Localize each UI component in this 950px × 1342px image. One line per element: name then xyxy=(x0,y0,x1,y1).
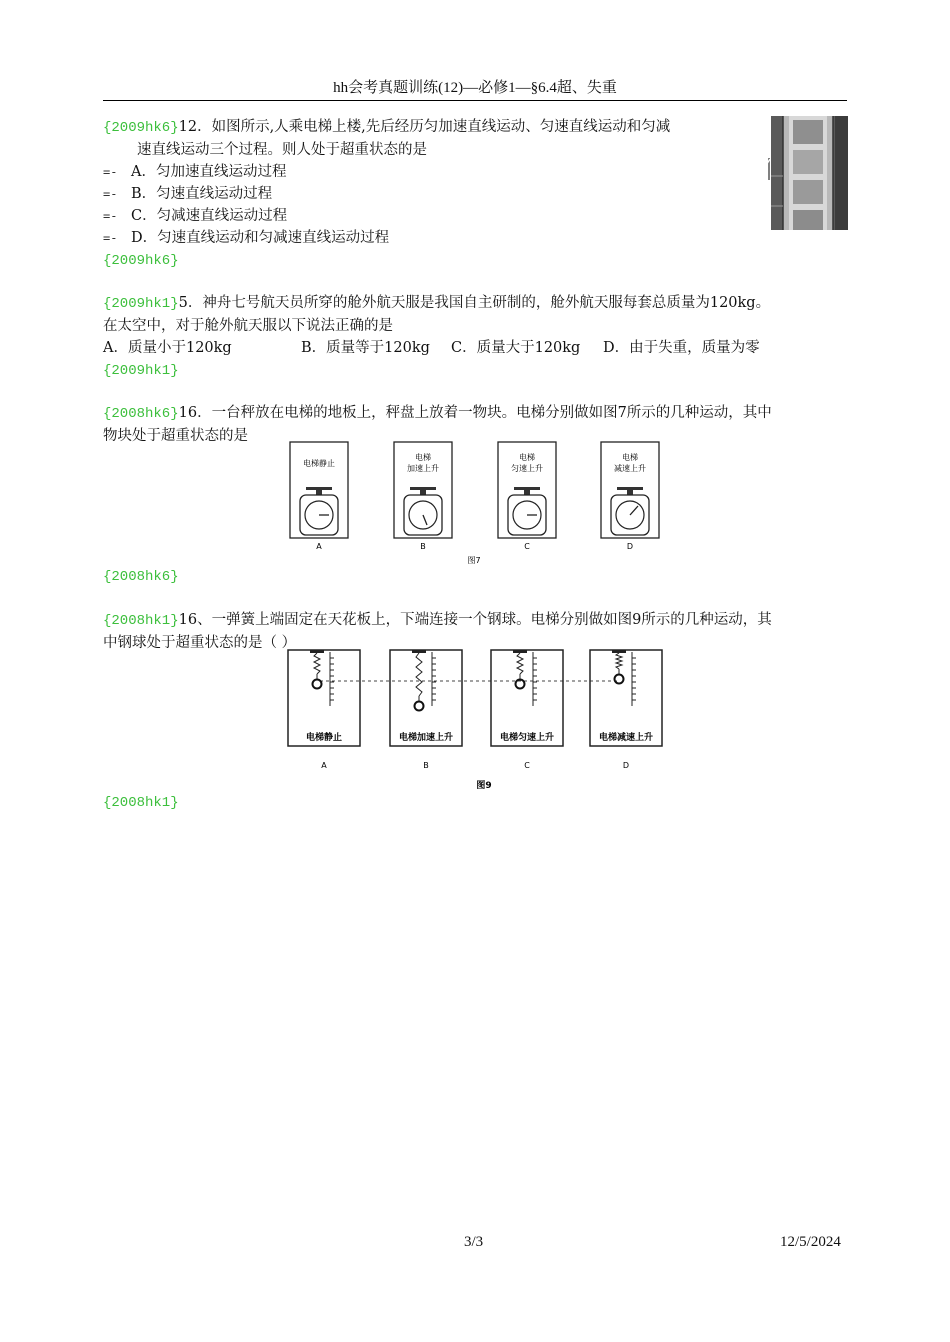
page-title: hh会考真题训练(12)—必修1—§6.4超、失重 xyxy=(333,80,617,96)
question-tag-close: {2008hk6} xyxy=(103,569,179,585)
question-stem: 12．如图所示,人乘电梯上楼,先后经历匀加速直线运动、匀速直线运动和匀减 xyxy=(178,119,671,135)
option-a[interactable]: A．质量小于120kg xyxy=(103,340,232,356)
panel-label: A xyxy=(321,761,327,770)
question-2 xyxy=(103,292,847,382)
panel-text: 电梯减速上升 xyxy=(598,733,654,743)
question-3-close xyxy=(103,565,847,588)
figure-9-panel-c xyxy=(491,650,563,770)
question-4-close xyxy=(103,791,847,814)
panel-text: 电梯 xyxy=(519,453,535,462)
figure-caption: 图7 xyxy=(467,556,481,565)
page-header xyxy=(103,76,847,101)
option-mark: =- xyxy=(103,231,118,245)
question-stem: 16．一台秤放在电梯的地板上，秤盘上放着一物块。电梯分别做如图7所示的几种运动，其中 xyxy=(178,405,772,421)
figure-7-panel-d xyxy=(601,442,659,551)
panel-text-2: 减速上升 xyxy=(614,464,646,473)
question-tag-close: {2008hk1} xyxy=(103,795,179,811)
figure-9-panel-b xyxy=(390,650,462,770)
panel-label: D xyxy=(622,761,630,770)
question-tag-close: {2009hk6} xyxy=(103,253,179,269)
velocity-label: v xyxy=(765,157,771,167)
figure-9-panel-d xyxy=(590,650,662,770)
panel-text: 电梯 xyxy=(415,453,431,462)
panel-label: B xyxy=(423,761,429,770)
question-stem-cont: 物块处于超重状态的是 xyxy=(103,428,248,444)
option-mark: =- xyxy=(103,209,118,223)
question-tag: {2008hk1} xyxy=(103,613,179,629)
option-text: A．匀加速直线运动过程 xyxy=(131,164,287,180)
page-number: 3/3 xyxy=(464,1234,484,1250)
option-mark: =- xyxy=(103,165,118,179)
question-tag: {2009hk6} xyxy=(103,120,179,136)
panel-text: 电梯加速上升 xyxy=(398,733,454,743)
footer-date: 12/5/2024 xyxy=(780,1234,841,1250)
option-d[interactable]: D．由于失重，质量为零 xyxy=(603,340,760,356)
figure-9 xyxy=(286,648,664,794)
option-mark: =- xyxy=(103,187,118,201)
panel-text: 电梯静止 xyxy=(303,459,335,468)
options-row xyxy=(103,337,847,359)
panel-text-2: 匀速上升 xyxy=(511,464,543,473)
figure-caption: 图9 xyxy=(476,781,492,791)
panel-text: 电梯匀速上升 xyxy=(499,733,555,743)
option-text: C．匀减速直线运动过程 xyxy=(131,208,288,224)
figure-7 xyxy=(286,440,658,568)
question-stem: 16、一弹簧上端固定在天花板上，下端连接一个钢球。电梯分别做如图9所示的几种运动，其 xyxy=(178,612,772,628)
option-d[interactable] xyxy=(103,227,847,249)
question-1 xyxy=(103,116,847,272)
question-stem-cont: 速直线运动三个过程。则人处于超重状态的是 xyxy=(137,142,427,158)
option-b[interactable] xyxy=(103,183,847,205)
elevator-photo xyxy=(765,116,848,230)
option-text: D．匀速直线运动和匀减速直线运动过程 xyxy=(131,230,390,246)
question-tag: {2008hk6} xyxy=(103,406,179,422)
figure-7-panel-b xyxy=(394,442,452,551)
question-stem-cont: 中钢球处于超重状态的是（ ） xyxy=(103,635,297,651)
panel-text-2: 加速上升 xyxy=(407,464,439,473)
panel-label: B xyxy=(420,542,426,551)
figure-7-panel-c xyxy=(498,442,556,551)
question-stem-cont: 在太空中，对于舱外航天服以下说法正确的是 xyxy=(103,318,393,334)
question-tag: {2009hk1} xyxy=(103,296,179,312)
option-text: B．匀速直线运动过程 xyxy=(131,186,273,202)
panel-label: D xyxy=(626,542,634,551)
panel-label: C xyxy=(524,761,530,770)
figure-7-panel-a xyxy=(290,442,348,551)
question-tag-close: {2009hk1} xyxy=(103,363,179,379)
panel-text: 电梯静止 xyxy=(305,733,343,743)
panel-label: A xyxy=(316,542,322,551)
panel-text: 电梯 xyxy=(622,453,638,462)
panel-label: C xyxy=(524,542,530,551)
figure-9-panel-a xyxy=(288,650,360,770)
option-c[interactable] xyxy=(103,205,847,227)
option-c[interactable]: C．质量大于120kg xyxy=(451,340,581,356)
option-a[interactable] xyxy=(103,161,847,183)
option-b[interactable]: B．质量等于120kg xyxy=(301,340,430,356)
question-stem: 5．神舟七号航天员所穿的舱外航天服是我国自主研制的，舱外航天服每套总质量为120kg。 xyxy=(178,295,771,311)
